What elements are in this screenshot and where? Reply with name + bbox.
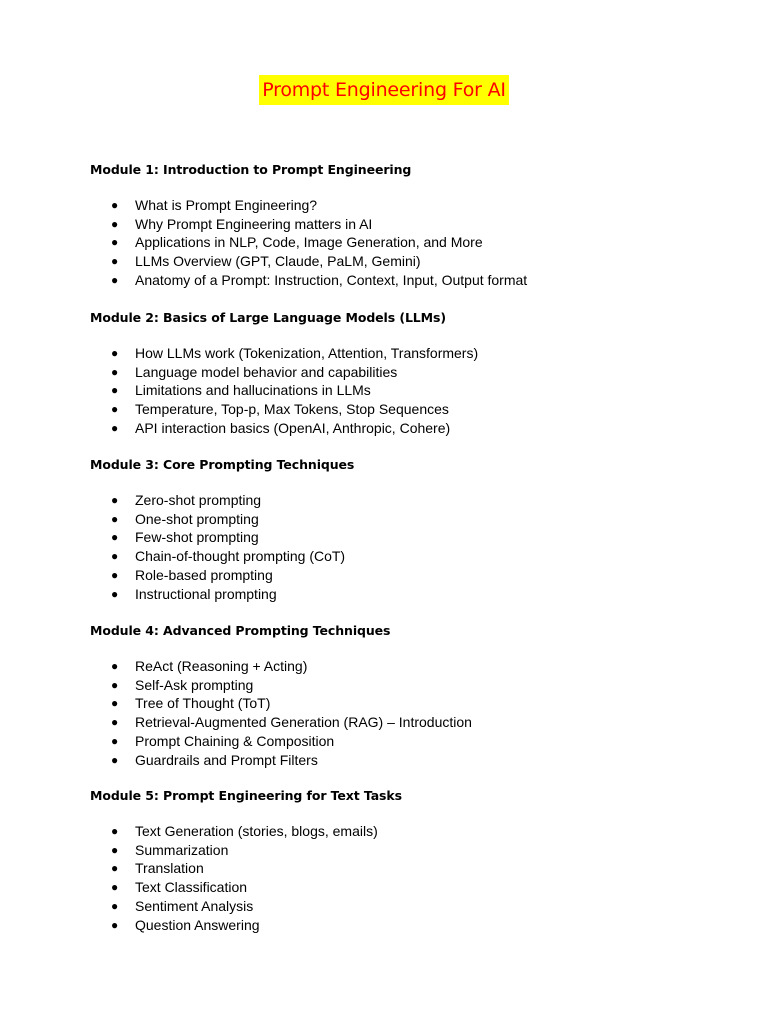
bullet-icon: ● [111, 402, 119, 417]
module-heading: Module 1: Introduction to Prompt Engineering [90, 162, 412, 177]
bullet-icon: ● [111, 842, 119, 857]
list-item [90, 694, 730, 713]
list-item [90, 510, 730, 529]
title-container [0, 75, 768, 105]
module-list [90, 491, 730, 603]
list-item [90, 344, 730, 363]
module-section [90, 161, 730, 290]
module-heading: Module 5: Prompt Engineering for Text Tasks [90, 788, 402, 803]
bullet-icon: ● [111, 198, 119, 212]
list-item [90, 381, 730, 400]
list-item-text: Zero-shot prompting [135, 492, 262, 508]
list-item [90, 841, 730, 860]
list-item-text: Translation [135, 860, 204, 877]
list-item-text: How LLMs work (Tokenization, Attention, Transformers) [135, 345, 479, 361]
list-item [90, 713, 730, 732]
list-item [90, 878, 730, 897]
bullet-icon: ● [111, 898, 119, 913]
bullet-icon: ● [111, 530, 119, 545]
list-item-text: Guardrails and Prompt Filters [135, 751, 318, 768]
module-list [90, 657, 730, 769]
list-item-text: Chain-of-thought prompting (CoT) [135, 548, 346, 565]
module-section [90, 787, 730, 934]
list-item-text: ReAct (Reasoning + Acting) [135, 658, 308, 674]
list-item-text: Why Prompt Engineering matters in AI [135, 215, 373, 232]
list-item-text: Tree of Thought (ToT) [135, 695, 271, 712]
list-item [90, 566, 730, 585]
module-list [90, 822, 730, 934]
bullet-icon: ● [111, 549, 119, 564]
list-item [90, 363, 730, 382]
bullet-icon: ● [111, 696, 119, 711]
bullet-icon: ● [111, 567, 119, 582]
document-title: Prompt Engineering For AI [259, 75, 509, 105]
list-item [90, 916, 730, 935]
bullet-icon: ● [111, 511, 119, 526]
list-item-text: Anatomy of a Prompt: Instruction, Context, Input, Output format [135, 271, 528, 288]
list-item [90, 822, 730, 841]
bullet-icon: ● [111, 383, 119, 398]
module-section [90, 309, 730, 438]
list-item-text: Text Generation (stories, blogs, emails) [135, 823, 378, 839]
bullet-icon: ● [111, 861, 119, 876]
module-section [90, 622, 730, 769]
module-heading: Module 2: Basics of Large Language Models (LLMs) [90, 310, 446, 325]
list-item-text: Limitations and hallucinations in LLMs [135, 382, 371, 399]
bullet-icon: ● [111, 346, 119, 360]
bullet-icon: ● [111, 880, 119, 895]
list-item [90, 547, 730, 566]
bullet-icon: ● [111, 272, 119, 287]
list-item [90, 196, 730, 215]
list-item [90, 897, 730, 916]
list-item [90, 751, 730, 770]
module-heading: Module 4: Advanced Prompting Techniques [90, 623, 391, 638]
module-heading: Module 3: Core Prompting Techniques [90, 457, 355, 472]
module-list [90, 344, 730, 438]
list-item-text: Temperature, Top-p, Max Tokens, Stop Sequences [135, 401, 449, 418]
list-item-text: Self-Ask prompting [135, 676, 254, 693]
bullet-icon: ● [111, 677, 119, 692]
list-item-text: Sentiment Analysis [135, 897, 254, 914]
list-item [90, 400, 730, 419]
list-item-text: Retrieval-Augmented Generation (RAG) – Introduction [135, 714, 472, 731]
list-item [90, 732, 730, 751]
bullet-icon: ● [111, 216, 119, 231]
list-item [90, 528, 730, 547]
bullet-icon: ● [111, 493, 119, 507]
list-item [90, 859, 730, 878]
list-item-text: LLMs Overview (GPT, Claude, PaLM, Gemini) [135, 253, 421, 270]
list-item [90, 215, 730, 234]
list-item [90, 676, 730, 695]
list-item [90, 271, 730, 290]
list-item-text: Instructional prompting [135, 585, 277, 602]
bullet-icon: ● [111, 752, 119, 767]
list-item-text: What is Prompt Engineering? [135, 197, 318, 213]
list-item-text: Role-based prompting [135, 566, 273, 583]
list-item-text: Few-shot prompting [135, 529, 259, 546]
bullet-icon: ● [111, 364, 119, 379]
module-section [90, 456, 730, 603]
list-item-text: Applications in NLP, Code, Image Generation, and More [135, 234, 483, 251]
bullet-icon: ● [111, 824, 119, 838]
list-item-text: One-shot prompting [135, 510, 259, 527]
bullet-icon: ● [111, 254, 119, 269]
list-item [90, 585, 730, 604]
list-item-text: Prompt Chaining & Composition [135, 732, 335, 749]
bullet-icon: ● [111, 659, 119, 673]
list-item [90, 491, 730, 510]
bullet-icon: ● [111, 420, 119, 435]
bullet-icon: ● [111, 733, 119, 748]
bullet-icon: ● [111, 235, 119, 250]
list-item-text: Language model behavior and capabilities [135, 363, 398, 380]
bullet-icon: ● [111, 586, 119, 601]
module-list [90, 196, 730, 290]
bullet-icon: ● [111, 917, 119, 932]
list-item [90, 252, 730, 271]
list-item [90, 419, 730, 438]
list-item-text: API interaction basics (OpenAI, Anthropic, Cohere) [135, 419, 451, 436]
list-item-text: Question Answering [135, 916, 260, 933]
bullet-icon: ● [111, 715, 119, 730]
list-item [90, 233, 730, 252]
list-item [90, 657, 730, 676]
list-item-text: Summarization [135, 841, 229, 858]
list-item-text: Text Classification [135, 879, 248, 896]
